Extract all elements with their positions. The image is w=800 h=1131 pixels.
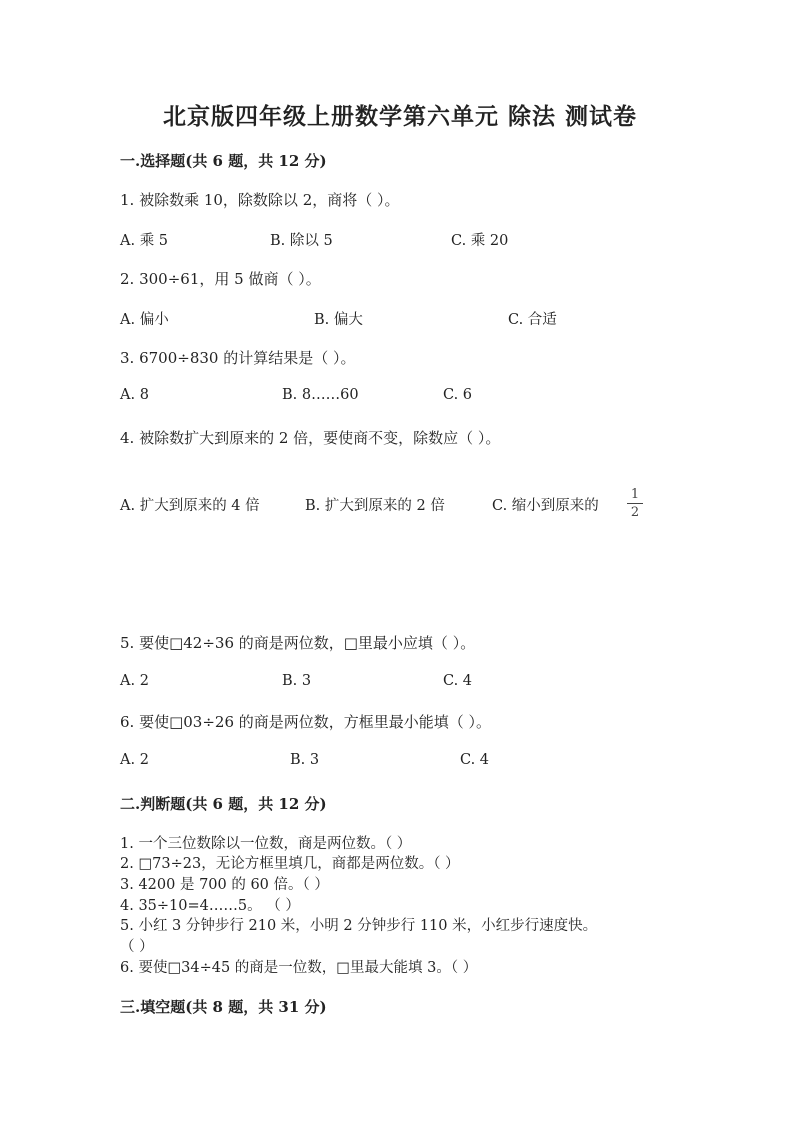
tf-item-3: 3. 4200 是 700 的 60 倍。（ ）: [120, 877, 329, 893]
option-1a: A. 乘 5: [120, 233, 169, 249]
option-2c: C. 合适: [508, 312, 557, 328]
option-5a: A. 2: [120, 673, 149, 689]
option-4c: C. 缩小到原来的: [492, 498, 599, 514]
option-4a: A. 扩大到原来的 4 倍: [120, 498, 260, 514]
section-header-true-false: 二.判断题(共 6 题，共 12 分): [120, 795, 327, 813]
option-5b: B. 3: [282, 673, 312, 689]
tf-item-4: 4. 35÷10=4……5。 （ ）: [120, 898, 300, 914]
option-3b: B. 8……60: [282, 387, 359, 403]
tf-item-2: 2. □73÷23，无论方框里填几，商都是两位数。（ ）: [120, 856, 460, 872]
option-4b: B. 扩大到原来的 2 倍: [305, 498, 445, 514]
question-4: 4. 被除数扩大到原来的 2 倍，要使商不变，除数应（ ）。: [120, 429, 501, 447]
question-2: 2. 300÷61，用 5 做商（ ）。: [120, 270, 321, 288]
question-5: 5. 要使□42÷36 的商是两位数，□里最小应填（ ）。: [120, 634, 476, 652]
option-5c: C. 4: [443, 673, 473, 689]
tf-item-6: 6. 要使□34÷45 的商是一位数，□里最大能填 3。（ ）: [120, 960, 478, 976]
option-2a: A. 偏小: [120, 312, 169, 328]
tf-item-5-blank: （ ）: [120, 939, 154, 955]
fraction-bar: [627, 503, 643, 504]
option-6c: C. 4: [460, 752, 490, 768]
option-1c: C. 乘 20: [451, 233, 509, 249]
option-3a: A. 8: [120, 387, 149, 403]
option-1b: B. 除以 5: [270, 233, 333, 249]
tf-item-1: 1. 一个三位数除以一位数，商是两位数。（ ）: [120, 836, 412, 852]
fraction-numerator: 1: [630, 487, 640, 502]
section-header-choice: 一.选择题(共 6 题，共 12 分): [120, 152, 327, 170]
page-title: 北京版四年级上册数学第六单元 除法 测试卷: [162, 103, 637, 130]
tf-item-5: 5. 小红 3 分钟步行 210 米，小明 2 分钟步行 110 米，小红步行速度快。: [120, 918, 598, 934]
question-3: 3. 6700÷830 的计算结果是（ ）。: [120, 349, 356, 367]
option-6a: A. 2: [120, 752, 149, 768]
option-2b: B. 偏大: [314, 312, 363, 328]
option-6b: B. 3: [290, 752, 320, 768]
fraction-one-half: [627, 488, 643, 519]
question-1: 1. 被除数乘 10，除数除以 2，商将（ ）。: [120, 191, 400, 209]
section-header-fill-blank: 三.填空题(共 8 题，共 31 分): [120, 998, 327, 1016]
fraction-denominator: 2: [630, 505, 640, 520]
question-6: 6. 要使□03÷26 的商是两位数，方框里最小能填（ ）。: [120, 713, 492, 731]
option-3c: C. 6: [443, 387, 473, 403]
